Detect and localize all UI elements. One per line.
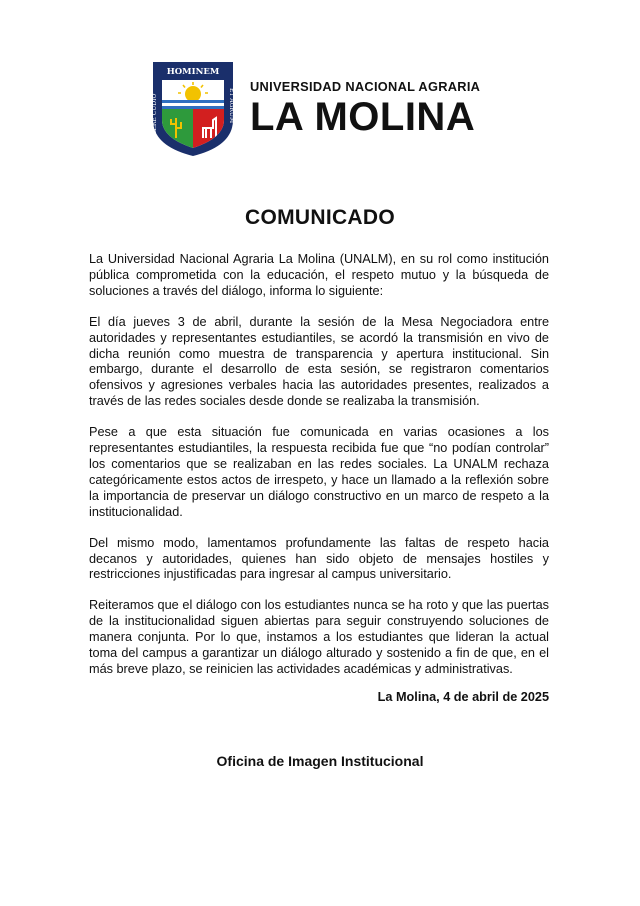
paragraph: Del mismo modo, lamentamos profundamente las faltas de respeto hacia decanos y autoridades, quienes han sido objeto de mensajes hostiles y restricciones injustificadas para ingresar al campus universitario. bbox=[89, 535, 549, 582]
paragraph: La Universidad Nacional Agraria La Molina (UNALM), en su rol como institución pública comprometida con la educación, el respeto mutuo y la búsqueda de soluciones a través del diálogo, informa lo siguiente: bbox=[89, 252, 549, 298]
university-line: UNIVERSIDAD NACIONAL AGRARIA bbox=[250, 79, 481, 94]
letterhead bbox=[150, 58, 510, 158]
paragraph: Pese a que esta situación fue comunicada en varias ocasiones a los representantes estudiantiles, la respuesta recibida fue que “no podían controlar” los comentarios que se realizaban en las redes sociales. La UNALM rechaza categóricamente estos actos de irrespeto, y hace un llamado a la reflexión sobre la importancia de preservar un diálogo constructivo en un marco de respeto a la institucionalidad. bbox=[89, 425, 549, 519]
document-body bbox=[89, 252, 549, 693]
document-title: COMUNICADO bbox=[245, 206, 395, 229]
university-brand bbox=[250, 79, 480, 137]
seal-motto-left: COLERE CUDIO bbox=[151, 93, 158, 144]
paragraph: Reiteramos que el diálogo con los estudiantes nunca se ha roto y que las puertas de la institucionalidad siguen abiertas para seguir construyendo soluciones de manera conjunta. Por lo que, instamos a los estudiantes que lideran la actual toma del campus a garantizar un diálogo alturado y sostenido a fin de que, en el más breve plazo, se reinicien las actividades académicas y administrativas. bbox=[89, 598, 549, 676]
university-seal-icon bbox=[150, 58, 236, 158]
university-name: LA MOLINA bbox=[250, 95, 476, 139]
seal-motto-right: ET AGRUM bbox=[228, 88, 235, 124]
paragraph: El día jueves 3 de abril, durante la sesión de la Mesa Negociadora entre autoridades y representantes estudiantiles, se acordó la transmisión en vivo de dicha reunión como muestra de transparencia y apertura institucional. Sin embargo, durante el desarrollo de esta sesión, se registraron comentarios ofensivos y agresiones verbales hacia las autoridades presentes, realizados a través de las redes sociales desde donde se realizaba la transmisión. bbox=[89, 314, 549, 409]
issuing-office: Oficina de Imagen Institucional bbox=[216, 753, 424, 769]
date-line: La Molina, 4 de abril de 2025 bbox=[377, 690, 549, 704]
seal-motto-top: HOMINEM bbox=[166, 67, 220, 77]
